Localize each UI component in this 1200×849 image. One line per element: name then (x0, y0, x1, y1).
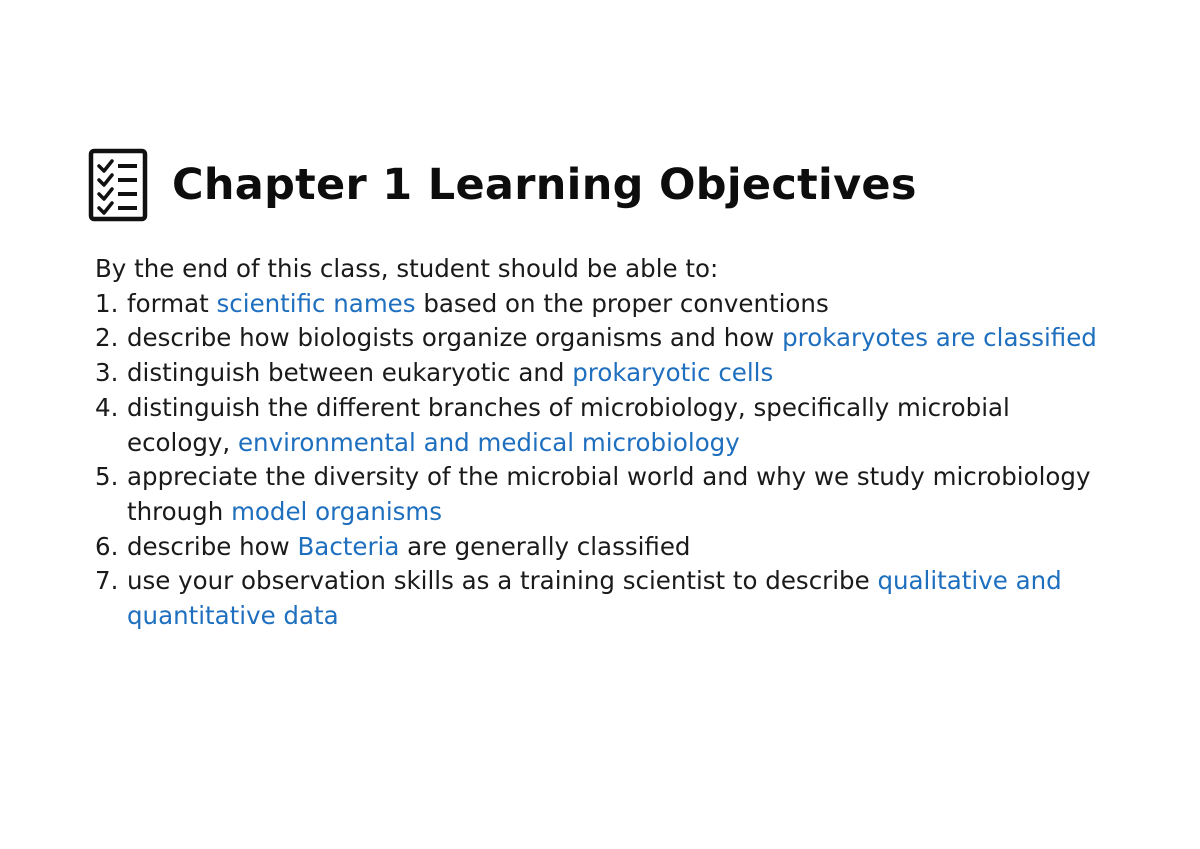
checklist-icon (88, 148, 148, 222)
list-item (95, 564, 1105, 633)
list-item (95, 287, 1105, 322)
item-highlight: prokaryotic cells (572, 358, 774, 388)
item-number: 2. (95, 323, 119, 353)
objectives-list (95, 287, 1105, 634)
title-row (88, 148, 917, 222)
item-number: 1. (95, 288, 119, 318)
objectives-body (95, 252, 1105, 634)
item-number: 6. (95, 531, 119, 561)
item-highlight: scientific names (216, 288, 416, 318)
item-text: appreciate the diversity of the microbial world and why we study microbiology through (127, 462, 1091, 526)
item-text-after: based on the proper conventions (415, 288, 829, 318)
list-item (95, 321, 1105, 356)
item-highlight: qualitative and quantitative data (127, 566, 1062, 631)
item-text-after: are generally classified (399, 531, 691, 561)
item-number: 4. (95, 392, 119, 422)
item-text: distinguish between eukaryotic and (127, 358, 573, 388)
list-item (95, 530, 1105, 565)
item-number: 5. (95, 462, 119, 492)
item-highlight: model organisms (231, 496, 443, 526)
list-item (95, 391, 1105, 460)
list-item (95, 356, 1105, 391)
intro-text: By the end of this class, student should be able to: (95, 254, 719, 283)
item-number: 3. (95, 358, 119, 388)
item-text: format (127, 288, 217, 318)
item-highlight: Bacteria (297, 531, 400, 561)
page-title: Chapter 1 Learning Objectives (172, 159, 917, 210)
item-number: 7. (95, 566, 119, 596)
item-highlight: environmental and medical microbiology (237, 427, 740, 457)
item-highlight: prokaryotes are classified (782, 323, 1097, 353)
item-text: use your observation skills as a training scientist to describe (127, 566, 878, 596)
list-item (95, 460, 1105, 529)
item-text: describe how (127, 531, 298, 561)
item-text: describe how biologists organize organisms and how (127, 323, 783, 353)
item-text: distinguish the different branches of microbiology, specifically microbial ecology, (127, 392, 1010, 457)
